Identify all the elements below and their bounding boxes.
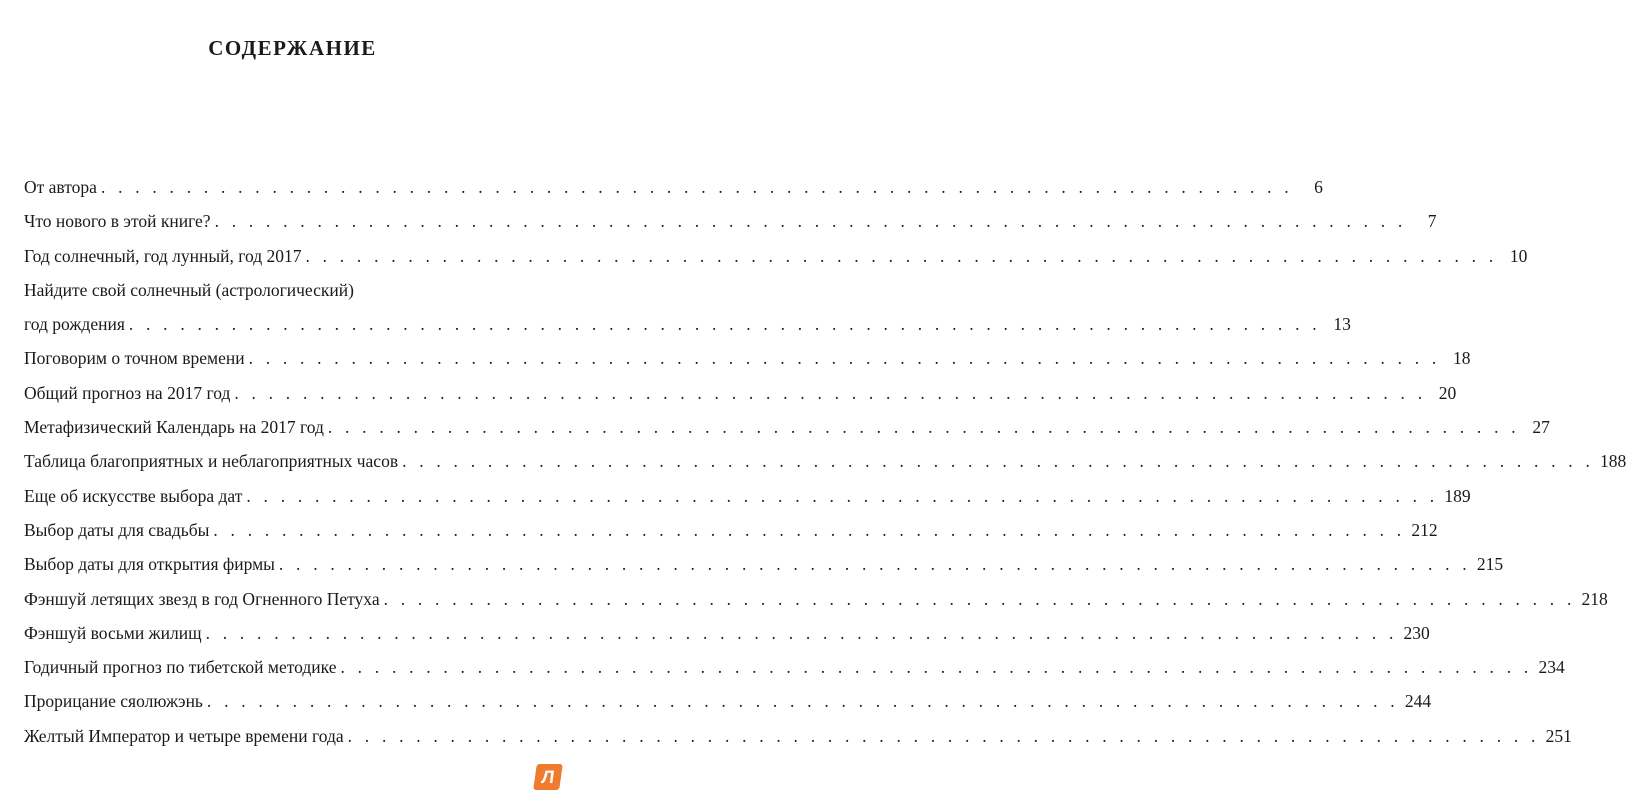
- toc-entry-page: 218: [1581, 588, 1608, 609]
- toc-entry-title: Метафизический Календарь на 2017 год: [24, 417, 324, 438]
- toc-entry-title: Общий прогноз на 2017 год: [24, 382, 231, 403]
- dot-leader: . . . . . . . . . . . . . . . . . . . . . . . . . . . . . . . . . . . . . . . . . . . . . . . . . . . . . . . . . . . . . . . . . . . . . .: [347, 725, 1540, 746]
- table-of-contents: [24, 170, 1626, 753]
- toc-entry[interactable]: [24, 650, 1565, 684]
- logo-letter: Л: [540, 767, 556, 787]
- toc-entry[interactable]: [24, 410, 1550, 444]
- toc-entry-page: 189: [1444, 485, 1471, 506]
- toc-entry[interactable]: [24, 273, 552, 307]
- toc-entry-page: 6: [1314, 177, 1323, 197]
- toc-entry-title: Годичный прогноз по тибетской методике: [24, 657, 337, 678]
- toc-entry[interactable]: [24, 547, 1504, 581]
- page-title: СОДЕРЖАНИЕ: [208, 36, 377, 60]
- toc-entry[interactable]: [24, 307, 1351, 341]
- toc-entry-title: Поговорим о точном времени: [24, 348, 245, 369]
- toc-entry[interactable]: [24, 376, 1457, 410]
- toc-entry-title: Желтый Император и четыре времени года: [24, 725, 344, 746]
- dot-leader: . . . . . . . . . . . . . . . . . . . . . . . . . . . . . . . . . . . . . . . . . . . . . . . . . . . . . . . . . . . . . . . . . . . . . .: [214, 211, 1407, 232]
- toc-entry-title: Фэншуй летящих звезд в год Огненного Петуха: [24, 588, 380, 609]
- toc-entry-page: 13: [1333, 314, 1351, 335]
- toc-entry-page: 18: [1453, 348, 1471, 369]
- toc-entry-page: 20: [1438, 382, 1457, 403]
- toc-entry-page: 251: [1545, 725, 1572, 746]
- toc-entry-title: год рождения: [24, 314, 125, 335]
- dot-leader: . . . . . . . . . . . . . . . . . . . . . . . . . . . . . . . . . . . . . . . . . . . . . . . . . . . . . . . . . . . . . . . . . . . . . .: [205, 622, 1398, 643]
- toc-entry-page: 212: [1411, 519, 1438, 540]
- toc-entry[interactable]: [24, 684, 1432, 718]
- toc-entry-page: 27: [1532, 417, 1550, 438]
- toc-entry[interactable]: [24, 341, 1471, 375]
- toc-entry-title: Выбор даты для открытия фирмы: [24, 554, 275, 575]
- toc-entry-page: 10: [1509, 245, 1528, 266]
- toc-entry-page: 234: [1538, 657, 1565, 678]
- dot-leader: . . . . . . . . . . . . . . . . . . . . . . . . . . . . . . . . . . . . . . . . . . . . . . . . . . . . . . . . . . . . . . . . . . . . . .: [327, 417, 1520, 438]
- toc-entry-title: Выбор даты для свадьбы: [24, 519, 210, 540]
- toc-entry-title: Год солнечный, год лунный, год 2017: [24, 245, 302, 266]
- dot-leader: . . . . . . . . . . . . . . . . . . . . . . . . . . . . . . . . . . . . . . . . . . . . . . . . . . . . . . . . . . . . . . . . . . . . . .: [402, 451, 1595, 472]
- toc-entry-page: 7: [1427, 211, 1437, 232]
- dot-leader: . . . . . . . . . . . . . . . . . . . . . . . . . . . . . . . . . . . . . . . . . . . . . . . . . . . . . . . . . . . . . . . . . . . . . .: [213, 519, 1406, 540]
- toc-entry-title: Что нового в этой книге?: [24, 211, 211, 232]
- dot-leader: . . . . . . . . . . . . . . . . . . . . . . . . . . . . . . . . . . . . . . . . . . . . . . . . . . . . . . . . . . . . . . . . . . . . . .: [234, 382, 1427, 403]
- toc-entry[interactable]: [24, 170, 1323, 204]
- dot-leader: . . . . . . . . . . . . . . . . . . . . . . . . . . . . . . . . . . . . . . . . . . . . . . . . . . . . . . . . . . . . . . . . . . . . . .: [100, 177, 1293, 197]
- toc-entry-title: Еще об искусстве выбора дат: [24, 485, 243, 506]
- toc-entry-page: 215: [1476, 554, 1504, 575]
- toc-entry[interactable]: [24, 616, 1430, 650]
- toc-entry[interactable]: [24, 239, 1528, 273]
- toc-entry-page: 230: [1403, 622, 1430, 643]
- dot-leader: . . . . . . . . . . . . . . . . . . . . . . . . . . . . . . . . . . . . . . . . . . . . . . . . . . . . . . . . . . . . . . . . . . . . . .: [206, 691, 1399, 712]
- toc-entry-title: От автора: [24, 177, 97, 197]
- toc-entry[interactable]: [24, 204, 1437, 238]
- dot-leader: . . . . . . . . . . . . . . . . . . . . . . . . . . . . . . . . . . . . . . . . . . . . . . . . . . . . . . . . . . . . . . . . . . . . . .: [278, 554, 1471, 575]
- dot-leader: . . . . . . . . . . . . . . . . . . . . . . . . . . . . . . . . . . . . . . . . . . . . . . . . . . . . . . . . . . . . . . . . . . . . . .: [305, 245, 1498, 266]
- dot-leader: . . . . . . . . . . . . . . . . . . . . . . . . . . . . . . . . . . . . . . . . . . . . . . . . . . . . . . . . . . . . . . . . . . . . . .: [246, 485, 1439, 506]
- toc-entry[interactable]: [24, 444, 1626, 478]
- toc-entry-page: 188: [1600, 451, 1626, 472]
- dot-leader: . . . . . . . . . . . . . . . . . . . . . . . . . . . . . . . . . . . . . . . . . . . . . . . . . . . . . . . . . . . . . . . . . . . . . .: [248, 348, 1441, 369]
- toc-entry[interactable]: [24, 719, 1572, 753]
- toc-entry[interactable]: [24, 582, 1608, 616]
- toc-entry-title: Прорицание сяолюжэнь: [24, 691, 203, 712]
- toc-entry-page: 244: [1404, 691, 1432, 712]
- toc-entry-title: Таблица благоприятных и неблагоприятных часов: [24, 451, 399, 472]
- toc-entry[interactable]: [24, 513, 1438, 547]
- dot-leader: . . . . . . . . . . . . . . . . . . . . . . . . . . . . . . . . . . . . . . . . . . . . . . . . . . . . . . . . . . . . . . . . . . . . . .: [128, 314, 1321, 335]
- dot-leader: . . . . . . . . . . . . . . . . . . . . . . . . . . . . . . . . . . . . . . . . . . . . . . . . . . . . . . . . . . . . . . . . . . . . . .: [340, 657, 1533, 678]
- toc-entry-title: Фэншуй восьми жилищ: [24, 622, 202, 643]
- publisher-logo-icon: [533, 764, 563, 790]
- dot-leader: . . . . . . . . . . . . . . . . . . . . . . . . . . . . . . . . . . . . . . . . . . . . . . . . . . . . . . . . . . . . . . . . . . . . . .: [383, 588, 1576, 609]
- toc-entry[interactable]: [24, 479, 1471, 513]
- toc-entry-title: Найдите свой солнечный (астрологический): [24, 279, 354, 300]
